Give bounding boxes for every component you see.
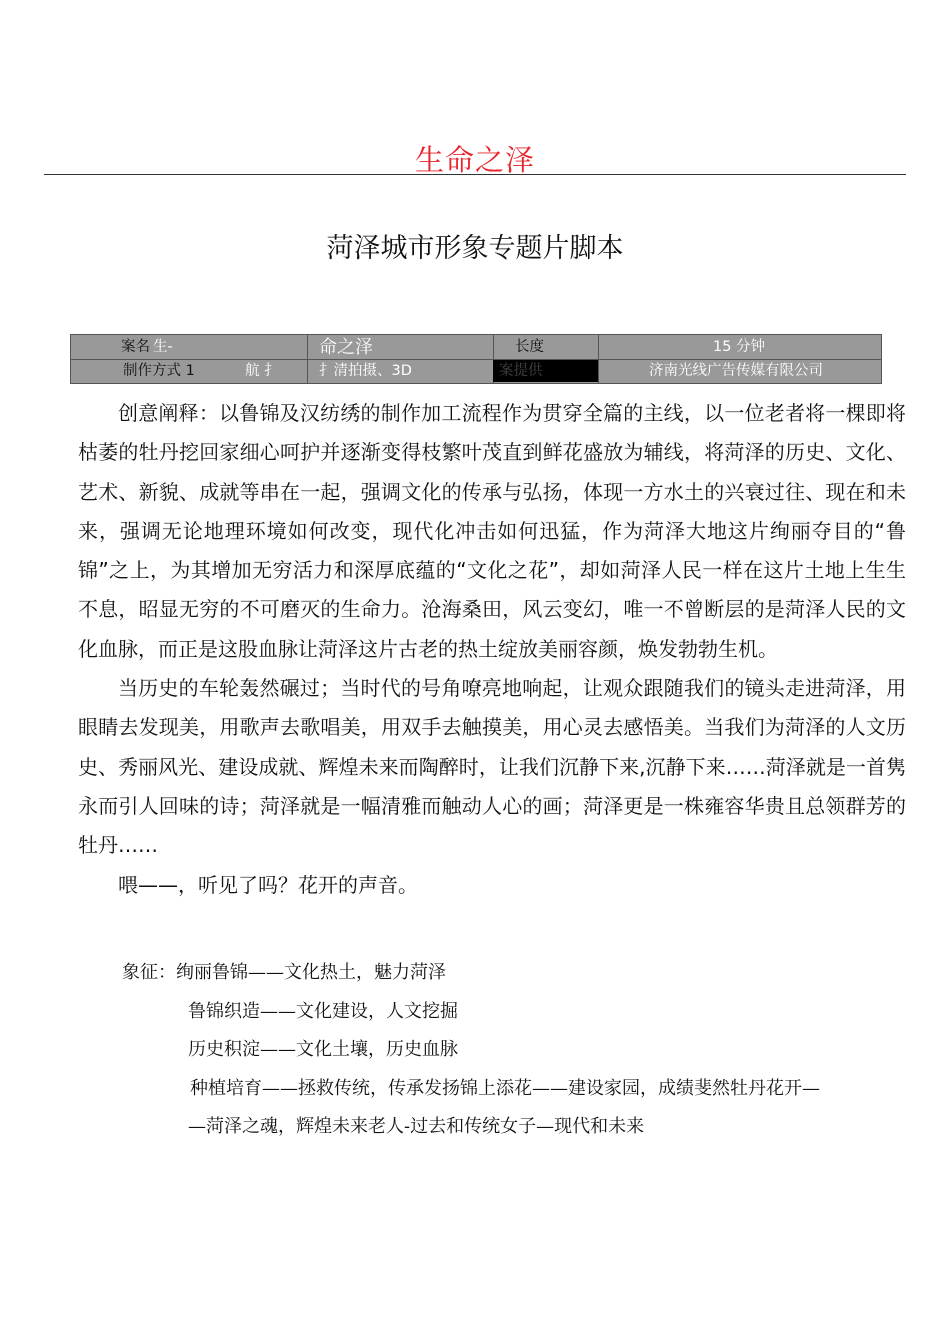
document-title: 菏泽城市形象专题片脚本: [326, 233, 624, 264]
label-length: 长度: [515, 339, 544, 355]
label-production-method: 制作方式 1: [123, 363, 195, 379]
symbol-line: 象征：绚丽鲁锦——文化热土，魅力菏泽: [122, 962, 446, 983]
info-table: [70, 334, 882, 384]
symbol-line: 历史积淀——文化土壤，历史血脉: [188, 1039, 458, 1060]
info-table-col-divider: [307, 335, 308, 383]
symbol-line: 鲁锦织造——文化建设，人文挖掘: [188, 1000, 458, 1022]
value-length: 15 分钟: [713, 339, 766, 355]
header-title: 生命之泽: [414, 143, 535, 177]
symbol-line: —菏泽之魂，辉煌未来老人-过去和传统女子—现代和未来: [188, 1116, 645, 1137]
symbol-line: 种植培育——拯救传统，传承发扬锦上添花——建设家园，成绩斐然牡丹花开—: [190, 1077, 820, 1099]
value-case-name-part1: 生-: [153, 339, 173, 355]
header-divider: [44, 174, 906, 175]
label-provider: 案提供: [499, 363, 543, 379]
paragraph-creative-explanation: 创意阐释：以鲁锦及汉纺绣的制作加工流程作为贯穿全篇的主线，以一位老者将一棵即将枯萎的牡丹挖回家细心呵护并逐渐变得枝繁叶茂直到鲜花盛放为辅线，将菏泽的历史、文化、艺术、新貌、成就等串在一起，强调文化的传承与弘扬，体现一方水土的兴衰过往、现在和未来，强调无论地理环境如何改变，现代化冲击如何迅猛，作为菏泽大地这片绚丽夺目的“鲁锦”之上，为其增加无穷活力和深厚底蕴的“文化之花”，却如菏泽人民一样在这片土地上生生不息，昭显无穷的不可磨灭的生命力。沧海桑田，风云变幻，唯一不曾断层的是菏泽人民的文化血脉，而正是这股血脉让菏泽这片古老的热土绽放美丽容颜，焕发勃勃生机。: [78, 401, 906, 661]
value-production-method-part1: 航 扌: [245, 363, 279, 379]
value-provider: 济南光线广告传媒有限公司: [649, 363, 823, 379]
paragraph-history-wheel: 当历史的车轮轰然碾过；当时代的号角嘹亮地响起，让观众跟随我们的镜头走进菏泽，用眼睛去发现美，用歌声去歌唱美，用双手去触摸美，用心灵去感悟美。当我们为菏泽的人文历史、秀丽风光、建设成就、辉煌未来而陶醉时，让我们沉静下来,沉静下来……菏泽就是一首隽永而引人回味的诗；菏泽就是一幅清雅而触动人心的画；菏泽更是一株雍容华贵且总领群芳的牡丹……: [78, 676, 906, 858]
body-text: [78, 394, 906, 905]
symbolism-list: [78, 954, 906, 1147]
paragraph-flower-sound: 喂——，听见了吗？花开的声音。: [118, 872, 418, 897]
label-case-name: 案名: [121, 339, 150, 355]
info-table-col-divider: [598, 335, 599, 383]
value-production-method-part2: 扌清拍摄、3D: [319, 363, 412, 379]
value-case-name-part2: 命之泽: [319, 337, 373, 358]
